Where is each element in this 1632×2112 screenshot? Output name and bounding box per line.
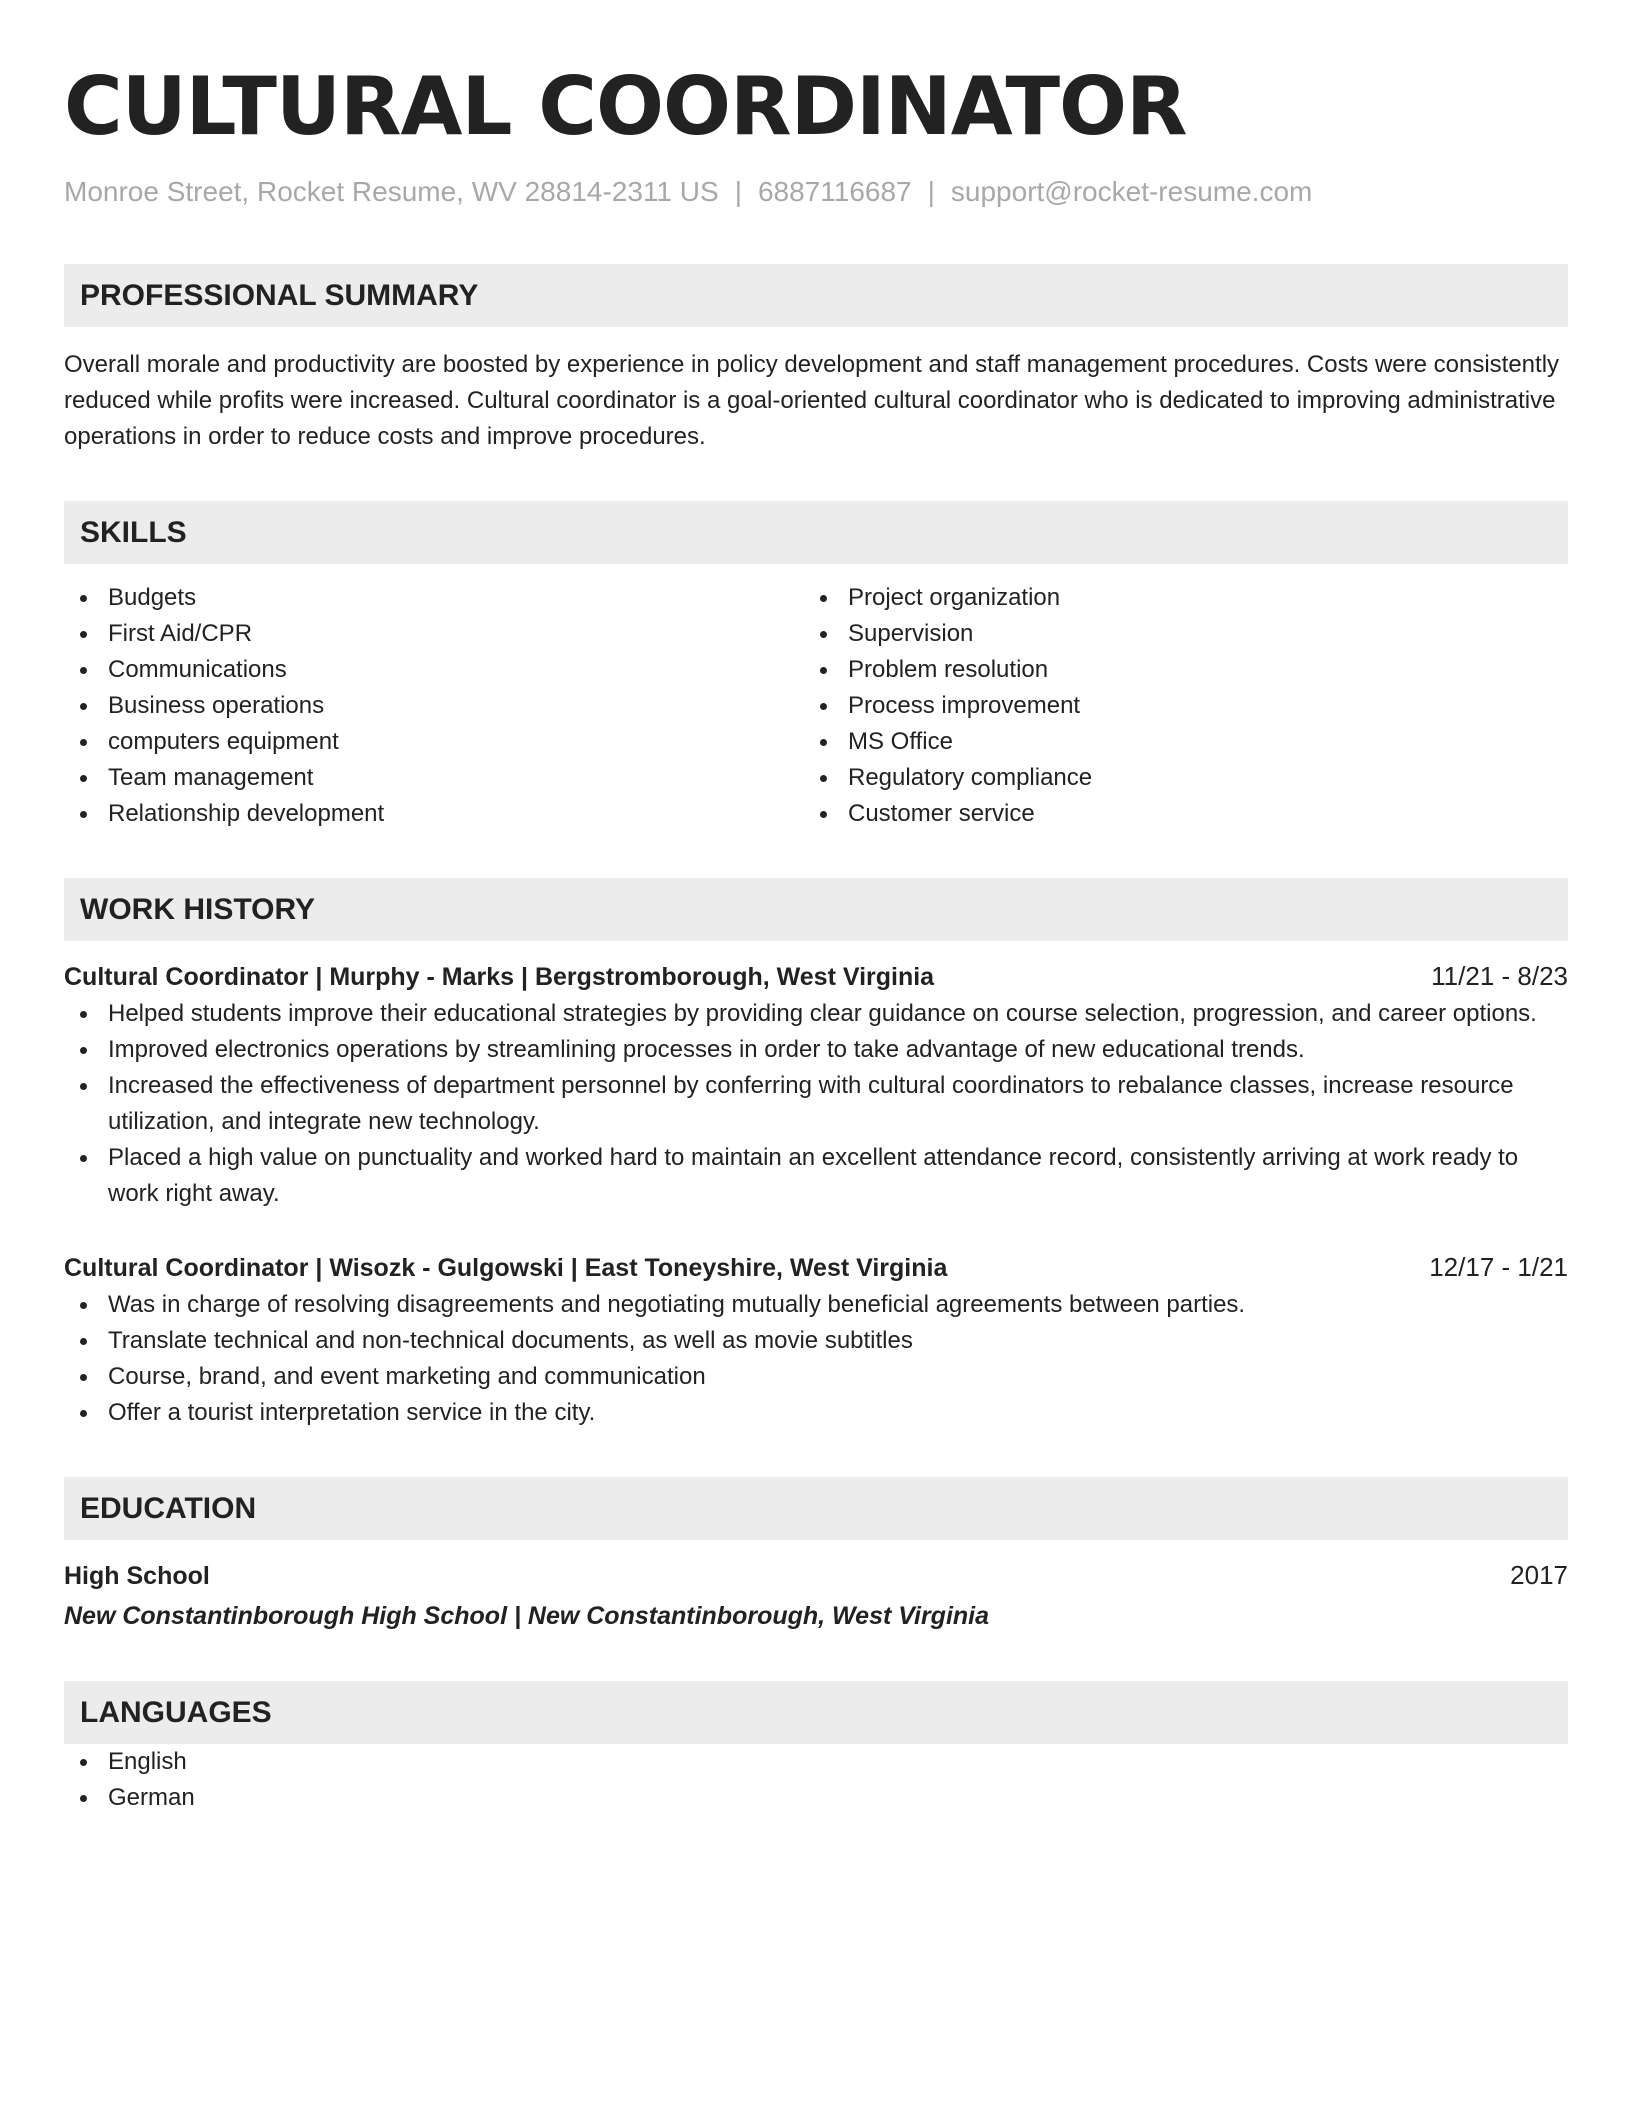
job-dates: 12/17 - 1/21 xyxy=(1429,1252,1568,1282)
section-header-summary: PROFESSIONAL SUMMARY xyxy=(64,264,1568,327)
job-bullet: Offer a tourist interpretation service in the city. xyxy=(64,1395,1568,1431)
skill-item: Team management xyxy=(64,760,804,796)
job-bullet: Helped students improve their educational strategies by providing clear guidance on course selection, progression, and career options. xyxy=(64,996,1568,1032)
contact-separator: | xyxy=(734,176,742,207)
job-header xyxy=(64,957,1568,996)
language-item: English xyxy=(64,1744,1568,1780)
candidate-name: CULTURAL COORDINATOR xyxy=(64,60,1187,153)
job-bullets xyxy=(64,996,1568,1212)
job-dates: 11/21 - 8/23 xyxy=(1431,961,1568,991)
contact-separator: | xyxy=(927,176,935,207)
section-header-skills: SKILLS xyxy=(64,501,1568,564)
section-header-languages: LANGUAGES xyxy=(64,1681,1568,1744)
job-bullet: Course, brand, and event marketing and communication xyxy=(64,1359,1568,1395)
skills-column-right xyxy=(804,580,1544,832)
contact-email: support@rocket-resume.com xyxy=(950,176,1313,207)
skill-item: Budgets xyxy=(64,580,804,616)
job-bullet: Translate technical and non-technical documents, as well as movie subtitles xyxy=(64,1323,1568,1359)
job-title: Cultural Coordinator | Murphy - Marks | Bergstromborough, West Virginia xyxy=(64,963,935,991)
summary-text: Overall morale and productivity are boosted by experience in policy development and staff management procedures. Costs were consistently reduced while profits were increased. Cultural coordinator is a goal-oriented cultural coordinator who is dedicated to improving administrative operations in order to reduce costs and improve procedures. xyxy=(64,351,1560,450)
skill-item: Process improvement xyxy=(804,688,1544,724)
skill-item: Project organization xyxy=(804,580,1544,616)
skill-item: computers equipment xyxy=(64,724,804,760)
skill-item: First Aid/CPR xyxy=(64,616,804,652)
language-item: German xyxy=(64,1780,1568,1816)
education-degree: High School xyxy=(64,1562,210,1590)
job-title: Cultural Coordinator | Wisozk - Gulgowski | East Toneyshire, West Virginia xyxy=(64,1254,948,1282)
job-entry xyxy=(64,957,1568,1212)
contact-address: Monroe Street, Rocket Resume, WV 28814-2311 US xyxy=(64,176,719,207)
job-bullet: Placed a high value on punctuality and worked hard to maintain an excellent attendance record, consistently arriving at work ready to work right away. xyxy=(64,1140,1568,1212)
contact-phone: 6887116687 xyxy=(757,176,912,207)
contact-line xyxy=(64,172,1568,212)
languages-list xyxy=(64,1744,1568,1816)
education-year: 2017 xyxy=(1510,1560,1568,1590)
job-entry xyxy=(64,1248,1568,1431)
education-school: New Constantinborough High School | New Constantinborough, West Virginia xyxy=(64,1602,990,1630)
job-header xyxy=(64,1248,1568,1287)
skill-item: Supervision xyxy=(804,616,1544,652)
section-header-education: EDUCATION xyxy=(64,1477,1568,1540)
skills-column-left xyxy=(64,580,804,832)
skill-item: Relationship development xyxy=(64,796,804,832)
skill-item: Problem resolution xyxy=(804,652,1544,688)
job-bullets xyxy=(64,1287,1568,1431)
skills-list xyxy=(64,580,1568,832)
section-header-work-history: WORK HISTORY xyxy=(64,878,1568,941)
education-header xyxy=(64,1556,1568,1595)
job-bullet: Increased the effectiveness of department personnel by conferring with cultural coordinators to rebalance classes, increase resource utilization, and integrate new technology. xyxy=(64,1068,1568,1140)
skill-item: Communications xyxy=(64,652,804,688)
job-bullet: Was in charge of resolving disagreements and negotiating mutually beneficial agreements between parties. xyxy=(64,1287,1568,1323)
skill-item: Business operations xyxy=(64,688,804,724)
job-bullet: Improved electronics operations by streamlining processes in order to take advantage of new educational trends. xyxy=(64,1032,1568,1068)
skill-item: Customer service xyxy=(804,796,1544,832)
skill-item: Regulatory compliance xyxy=(804,760,1544,796)
skill-item: MS Office xyxy=(804,724,1544,760)
